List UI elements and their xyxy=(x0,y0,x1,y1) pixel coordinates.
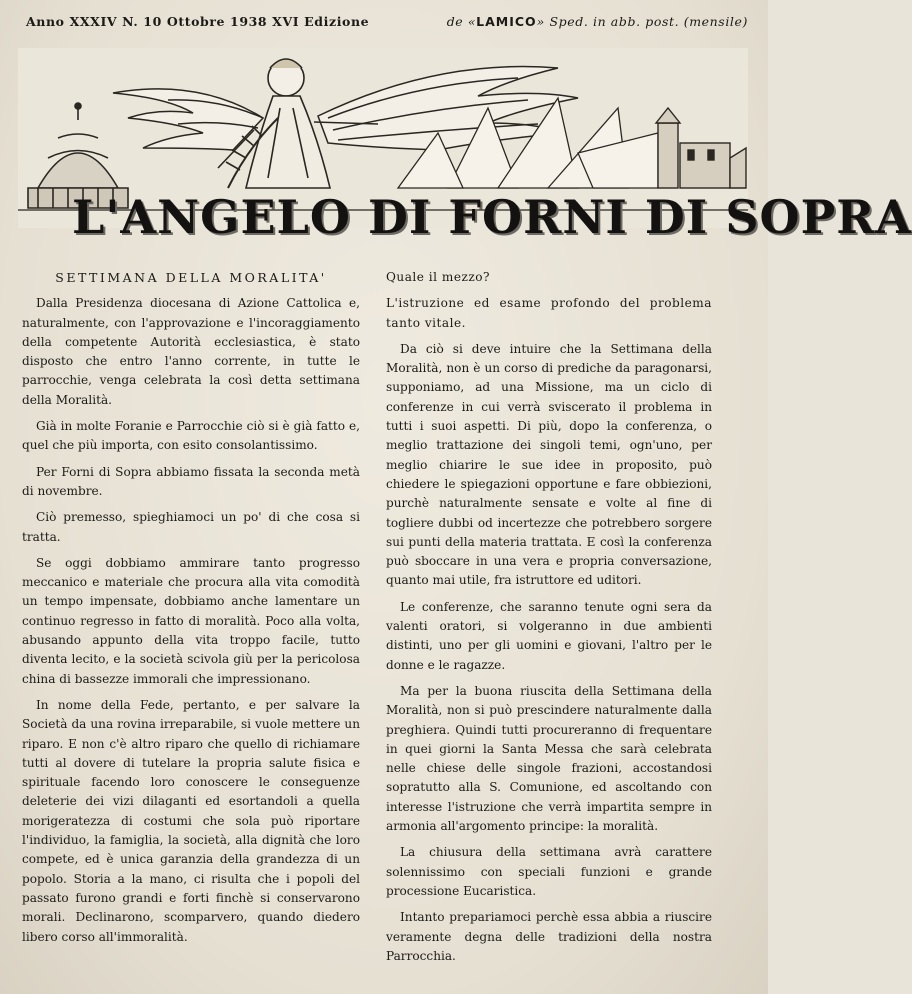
article-heading: SETTIMANA DELLA MORALITA' xyxy=(55,270,327,285)
paragraph: Le conferenze, che saranno tenute ogni sera da valenti oratori, si volgeranno in due ambienti distinti, uno per gli uomini e giovani, l'altro per le donne e le ragazze. xyxy=(386,599,712,672)
issue-info: Anno XXXIV N. 10 Ottobre 1938 XVI Edizione xyxy=(26,14,370,29)
newspaper-title: L'ANGELO DI FORNI DI SOPRA xyxy=(72,190,912,244)
paragraph: In nome della Fede, pertanto, e per salvare la Società da una rovina irreparabile, si vuole mettere un riparo. E non c'è altro riparo che quello di richiamare tutti al dovere di tutelare la propria salute fisica e spirituale facendo loro conoscere le conseguenze deleterie dei vizi dilaganti ed esortandoli a quella morigeratezza di costumi che sola può riportare l'individuo, la famiglia, la società, alla dignità che loro compete, ed è unica garanzia della grandezza di un popolo. Storia a la mano, ci risulta che i popoli del passato furono grandi e forti finchè si conservarono morali. Declinarono, scomparvero, quando diedero libero corso all'immoralità. xyxy=(22,697,360,944)
paragraph: Dalla Presidenza diocesana di Azione Cattolica e, naturalmente, con l'approvazione e l'incoraggiamento della competente Autorità ecclesiastica, è stato disposto che entro l'anno corrente, in tutte le parrocchie, venga celebrata la così detta settimana della Moralità. xyxy=(22,296,360,407)
paragraph: Da ciò si deve intuire che la Settimana della Moralità, non è un corso di prediche da paragonarsi, supponiamo, ad una Missione, ma un ciclo di conferenze in cui verrà sviscerato il problema in tutti i suoi aspetti. Di più, dopo la conferenza, o meglio trattazione dei singoli temi, ogn'uno, per meglio chiarire le sue idee in proposito, può chiedere le spiegazioni opportune e fare obbiezioni, purchè naturalmente sensate e volte al fine di togliere dubbi od incertezze che potrebbero sorgere sui punti della materia trattata. E così la conferenza può sboccare in una vera e propria conversazione, quanto mai utile, fra istruttore ed uditori. xyxy=(386,341,712,588)
paragraph: Intanto prepariamoci perchè essa abbia a riuscire veramente degna delle tradizioni della nostra Parrocchia. xyxy=(386,910,712,963)
paragraph: Già in molte Foranie e Parrocchie ciò si è già fatto e, quel che più importa, con esito consolantissimo. xyxy=(22,419,360,453)
edition-name: LAMICO xyxy=(476,14,537,29)
paragraph: Se oggi dobbiamo ammirare tanto progresso meccanico e materiale che procura alla vita comodità un tempo impensate, dobbiamo anche lamentare un continuo regresso in fatto di moralità. Poco alla volta, abusando appunto della vita troppo facile, tutto diventa lecito, e la società scivola giù per la pericolosa china di bassezze immorali che impressionano. xyxy=(22,555,360,686)
paragraph: Per Forni di Sopra abbiamo fissata la seconda metà di novembre. xyxy=(22,464,360,498)
left-column xyxy=(22,268,360,954)
paragraph: Ma per la buona riuscita della Settimana della Moralità, non si può prescindere naturalmente dalla preghiera. Quindi tutti procureranno di frequentare in quei giorni la Santa Messa che sarà celebrata nelle chiese delle singole frazioni, accostandosi sopratutto alla S. Comunione, ed ascoltando con interesse l'istruzione che verrà impartita sempre in armonia all'argomento principe: la moralità. xyxy=(386,683,712,834)
paragraph: La chiusura della settimana avrà carattere solennissimo con speciali funzioni e grande processione Eucaristica. xyxy=(386,845,712,898)
masthead-info-line xyxy=(26,14,748,29)
paragraph: Ciò premesso, spieghiamoci un po' di che cosa si tratta. xyxy=(22,510,360,544)
edition-info: de «LAMICO» Sped. in abb. post. (mensile) xyxy=(446,14,748,29)
right-column xyxy=(386,268,712,973)
section-answer: L'istruzione ed esame profondo del problema tanto vitale. xyxy=(386,296,712,330)
section-question: Quale il mezzo? xyxy=(386,270,490,284)
